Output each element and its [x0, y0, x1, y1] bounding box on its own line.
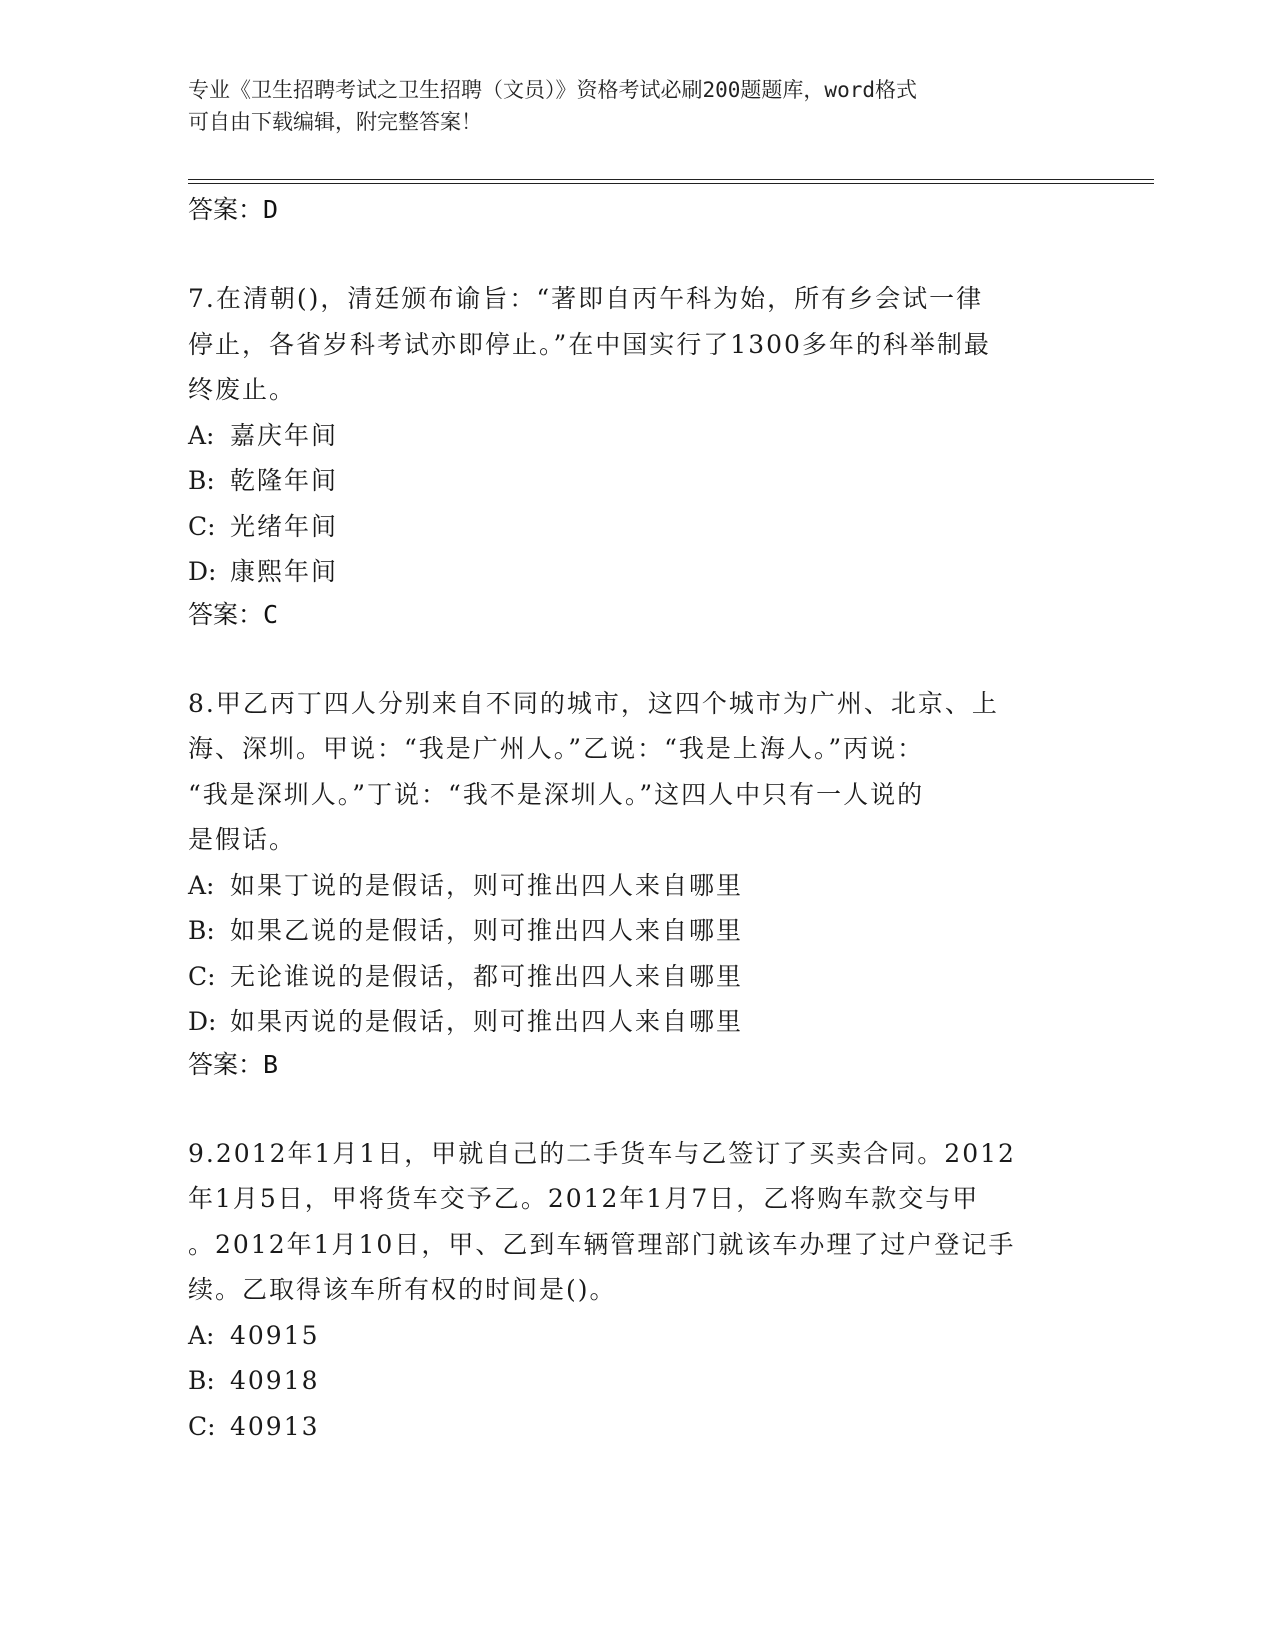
option-text: 乾隆年间	[230, 466, 339, 495]
question-block	[188, 1131, 1088, 1450]
option-text: 40918	[230, 1366, 320, 1395]
option-text: 如果丁说的是假话，则可推出四人来自哪里	[230, 870, 744, 900]
header-rule-bottom	[188, 183, 1154, 184]
header-line-1: 专业《卫生招聘考试之卫生招聘（文员）》资格考试必刷200题题库，word格式	[188, 78, 917, 102]
option-c	[188, 1404, 1088, 1450]
question-line: 。2012年1月10日，甲、乙到车辆管理部门就该车办理了过户登记手	[188, 1229, 1016, 1259]
option-text: 如果乙说的是假话，则可推出四人来自哪里	[230, 916, 744, 945]
option-d	[188, 999, 1088, 1045]
option-d	[188, 549, 1088, 595]
answer-line: 答案：B	[188, 1049, 279, 1079]
question-line: 终废止。	[188, 375, 297, 404]
question-line: 7.在清朝()，清廷颁布谕旨：“著即自丙午科为始，所有乡会试一律	[188, 284, 984, 313]
document-body	[188, 190, 1088, 1449]
option-letter: A:	[188, 420, 215, 450]
option-letter: A:	[188, 870, 215, 900]
option-letter: A:	[188, 1320, 215, 1350]
question-text	[188, 1131, 1088, 1313]
option-letter: D:	[188, 557, 217, 586]
option-letter: D:	[188, 1007, 217, 1036]
option-text: 无论谁说的是假话，都可推出四人来自哪里	[230, 961, 744, 991]
question-line: 续。乙取得该车所有权的时间是()。	[188, 1275, 617, 1304]
option-text: 40915	[230, 1320, 320, 1350]
option-a	[188, 413, 1088, 459]
question-line: 是假话。	[188, 825, 297, 854]
option-b	[188, 458, 1088, 504]
option-text: 康熙年间	[230, 557, 339, 586]
question-line: 8.甲乙丙丁四人分别来自不同的城市，这四个城市为广州、北京、上	[188, 688, 999, 718]
document-header	[188, 74, 1068, 138]
question-block	[188, 276, 1088, 635]
option-letter: B:	[188, 1366, 215, 1395]
option-c	[188, 954, 1088, 1000]
option-b	[188, 1358, 1088, 1404]
option-a	[188, 1313, 1088, 1359]
option-c	[188, 504, 1088, 550]
question-line: “我是深圳人。”丁说：“我不是深圳人。”这四人中只有一人说的	[188, 779, 925, 809]
option-letter: C:	[188, 961, 216, 991]
option-letter: C:	[188, 1411, 216, 1441]
option-letter: B:	[188, 466, 215, 495]
header-rule-top	[188, 179, 1154, 180]
question-text	[188, 681, 1088, 863]
option-b	[188, 908, 1088, 954]
option-text: 40913	[230, 1411, 320, 1441]
question-line: 停止，各省岁科考试亦即停止。”在中国实行了1300多年的科举制最	[188, 329, 991, 359]
option-text: 如果丙说的是假话，则可推出四人来自哪里	[230, 1007, 744, 1036]
question-block	[188, 681, 1088, 1085]
option-letter: C:	[188, 511, 216, 541]
option-a	[188, 863, 1088, 909]
header-line-2: 可自由下载编辑，附完整答案！	[188, 110, 482, 134]
question-line: 9.2012年1月1日，甲就自己的二手货车与乙签订了买卖合同。2012	[188, 1138, 1016, 1168]
option-text: 光绪年间	[230, 511, 339, 541]
question-text	[188, 276, 1088, 413]
answer-line: 答案：D	[188, 195, 279, 224]
answer-line: 答案：C	[188, 599, 279, 629]
option-text: 嘉庆年间	[230, 420, 339, 450]
question-line: 年1月5日，甲将货车交予乙。2012年1月7日，乙将购车款交与甲	[188, 1184, 980, 1213]
option-letter: B:	[188, 916, 215, 945]
question-line: 海、深圳。甲说：“我是广州人。”乙说：“我是上海人。”丙说：	[188, 734, 925, 763]
